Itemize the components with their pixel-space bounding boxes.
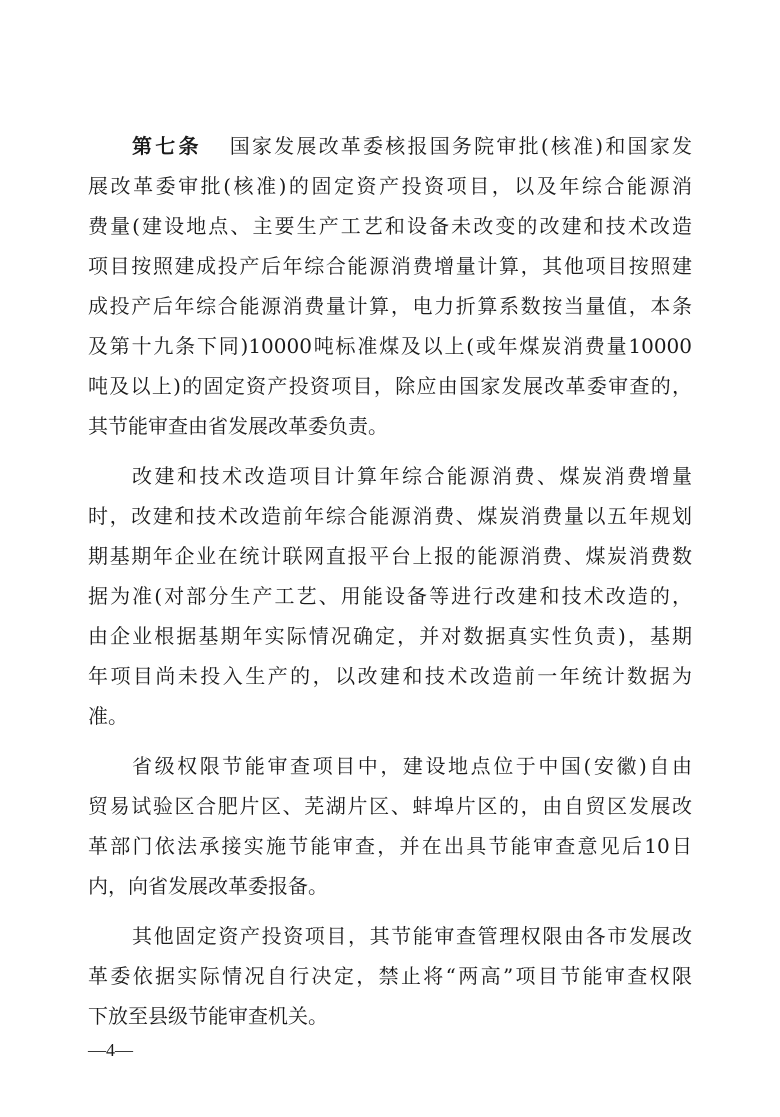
paragraph-line: 吨及以上)的固定资产投资项目，除应由国家发展改革委审查的， <box>88 374 692 398</box>
paragraph-line: 及第十九条下同)10000吨标准煤及以上(或年煤炭消费量10000 <box>88 334 692 358</box>
paragraph-line: 下放至县级节能审查机关。 <box>88 1004 328 1028</box>
paragraph-line: 成投产后年综合能源消费量计算，电力折算系数按当量值，本条 <box>88 294 692 318</box>
paragraph-line: 贸易试验区合肥片区、芜湖片区、蚌埠片区的，由自贸区发展改 <box>88 794 692 818</box>
paragraph-line: 费量(建设地点、主要生产工艺和设备未改变的改建和技术改造 <box>88 214 692 238</box>
paragraph-line: 内，向省发展改革委报备。 <box>88 874 328 898</box>
paragraph-line: 展改革委审批(核准)的固定资产投资项目，以及年综合能源消 <box>88 174 692 198</box>
page-number: —4— <box>88 1040 133 1060</box>
paragraph-line: 由企业根据基期年实际情况确定，并对数据真实性负责)，基期 <box>88 624 692 648</box>
paragraph-line: 革部门依法承接实施节能审查，并在出具节能审查意见后10日 <box>88 834 692 858</box>
line-text: 国家发展改革委核报国务院审批(核准)和国家发 <box>229 134 693 158</box>
paragraph-article-7 <box>88 126 692 446</box>
paragraph-line: 据为准(对部分生产工艺、用能设备等进行改建和技术改造的， <box>88 584 692 608</box>
paragraph-line: 年项目尚未投入生产的，以改建和技术改造前一年统计数据为 <box>88 664 692 688</box>
paragraph-line: 项目按照建成投产后年综合能源消费增量计算，其他项目按照建 <box>88 254 692 278</box>
paragraph-line: 时，改建和技术改造前年综合能源消费、煤炭消费量以五年规划 <box>88 504 692 528</box>
document-body <box>88 126 692 1036</box>
paragraph-renovation <box>88 456 692 736</box>
paragraph-line: 其节能审查由省发展改革委负责。 <box>88 414 388 438</box>
paragraph-line: 省级权限节能审查项目中，建设地点位于中国(安徽)自由 <box>132 754 692 778</box>
paragraph-line: 改建和技术改造项目计算年综合能源消费、煤炭消费增量 <box>132 464 692 488</box>
paragraph-line <box>88 126 692 166</box>
paragraph-free-trade-zone <box>88 746 692 906</box>
article-number: 第七条 <box>132 134 202 158</box>
paragraph-other-projects <box>88 916 692 1036</box>
paragraph-line: 准。 <box>88 704 128 728</box>
paragraph-line: 其他固定资产投资项目，其节能审查管理权限由各市发展改 <box>132 924 692 948</box>
paragraph-line: 期基期年企业在统计联网直报平台上报的能源消费、煤炭消费数 <box>88 544 692 568</box>
paragraph-line: 革委依据实际情况自行决定，禁止将“两高”项目节能审查权限 <box>88 964 692 988</box>
